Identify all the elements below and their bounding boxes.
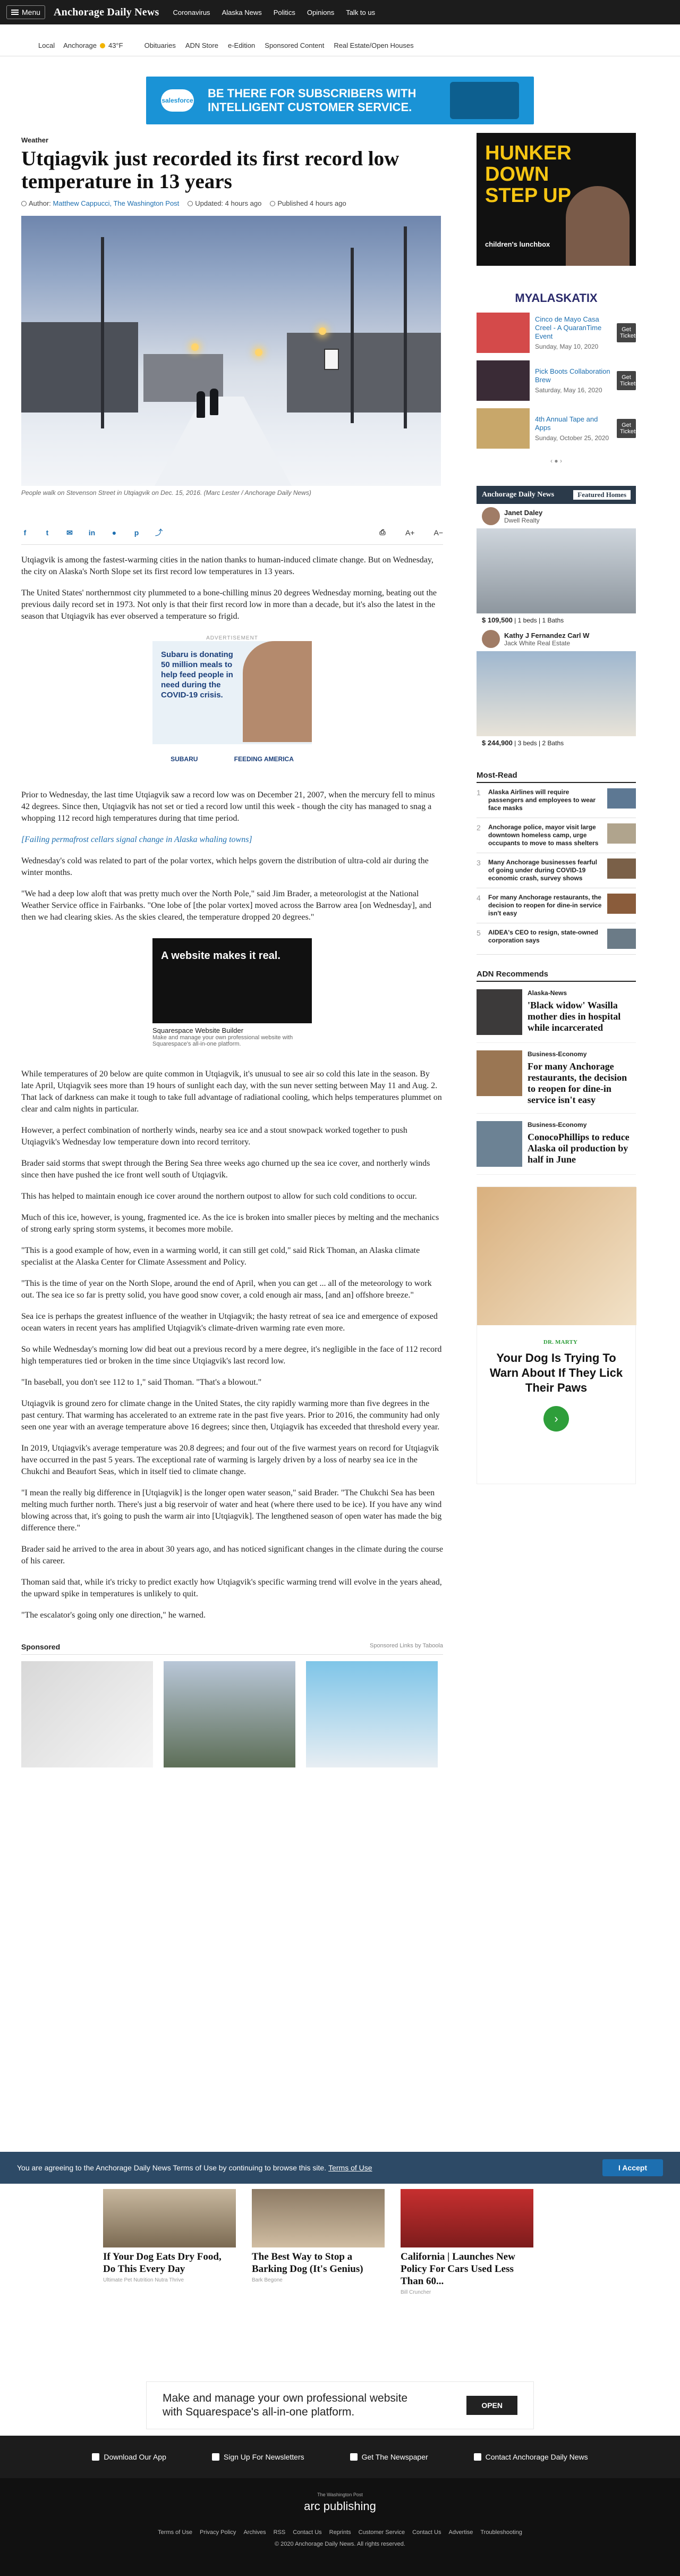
mail-icon — [212, 2453, 219, 2461]
nav-link-alaska-news[interactable]: Alaska News — [222, 8, 262, 16]
event-name: Cinco de Mayo Casa Creel - A QuaranTime Event — [535, 315, 602, 340]
ticket-event[interactable] — [477, 313, 639, 353]
paragraph: Sea ice is perhaps the greatest influence of the weather in Utqiagvik; the hasty retreat of sea ice and emergence of exposed ocean waters in recent years has amplified Utqiagvik's climate-driven warming rate even more. — [21, 1312, 438, 1333]
house-left — [21, 322, 138, 413]
story-section: Business-Economy — [528, 1121, 587, 1129]
myalaskatix-widget — [477, 291, 639, 465]
article-headline: Utqiagvik just recorded its first record low temperature in 13 years — [21, 147, 400, 193]
contact-icon — [474, 2453, 481, 2461]
sponsored-title: California | Launches New Policy For Cars Used Less Than 60... — [401, 2251, 515, 2287]
agent-card[interactable] — [477, 504, 636, 528]
footer-link[interactable]: Terms of Use — [158, 2529, 192, 2536]
email-icon[interactable]: ✉ — [66, 528, 73, 537]
carousel-dots[interactable]: ‹ ● › — [550, 457, 562, 465]
featured-homes-widget — [477, 486, 636, 750]
ad1-photo — [566, 186, 630, 266]
recommended-story[interactable] — [477, 982, 636, 1043]
ad1-line-3: STEP UP — [485, 184, 571, 207]
footer — [0, 2478, 680, 2576]
most-read-item[interactable] — [477, 888, 636, 923]
sponsored-image — [252, 2189, 385, 2247]
ad1-line-2: DOWN — [485, 163, 549, 186]
sponsored-source: Ultimate Pet Nutrition Nutra Thrive — [103, 2277, 184, 2283]
article-body — [21, 554, 443, 1621]
utility-pole — [404, 226, 407, 428]
sponsored-card[interactable] — [21, 1661, 153, 1767]
featured-homes-header — [477, 486, 636, 504]
paragraph: So while Wednesday's morning low did beat out a previous record by a mere degree, it's negligible in the face of 112 record high temperatures tied or broken in the time since Utqiagvik's last record low. — [21, 1345, 442, 1366]
thumbnail — [607, 894, 636, 914]
utility-pole — [351, 248, 354, 423]
feeding-america-logo: FEEDING AMERICA — [234, 755, 294, 763]
sponsored-title: The Best Way to Stop a Barking Dog (It's Genius) — [252, 2251, 363, 2275]
speed-sign — [324, 349, 339, 370]
footer-links — [0, 2529, 680, 2536]
font-decrease-button[interactable]: A− — [434, 528, 443, 537]
footer-link[interactable]: Contact Us — [412, 2529, 441, 2536]
photo-caption: People walk on Stevenson Street in Utqiagvik on Dec. 15, 2016. (Marc Lester / Anchorage Daily News) — [21, 489, 311, 496]
author — [21, 199, 179, 207]
footer-link[interactable]: Archives — [243, 2529, 266, 2536]
beds: 3 beds — [517, 739, 537, 747]
house-photo[interactable] — [477, 651, 636, 736]
sublink-sponsored[interactable]: Sponsored Content — [265, 41, 325, 49]
calendar-icon — [270, 201, 275, 206]
font-increase-button[interactable]: A+ — [405, 528, 415, 537]
facebook-icon[interactable]: f — [23, 528, 27, 537]
story-thumbnail — [477, 1121, 522, 1167]
footer-link[interactable]: Reprints — [329, 2529, 351, 2536]
divider — [21, 544, 443, 545]
contact-label: Contact Anchorage Daily News — [485, 2453, 588, 2461]
consent-text: You are agreeing to the Anchorage Daily News Terms of Use by continuing to browse this site. — [17, 2163, 327, 2172]
sponsored-image — [401, 2189, 533, 2247]
sponsored-source: Bark Begone — [252, 2277, 283, 2283]
subaru-ad-creative — [152, 641, 312, 774]
squarespace-ad-desc: Make and manage your own professional website with Squarespace's all-in-one platform. — [152, 1034, 293, 1047]
footer-link[interactable]: Advertise — [448, 2529, 473, 2536]
most-read-headline: Anchorage police, mayor visit large downtown homeless camp, urge occupants to move to mass shelters — [488, 823, 599, 847]
powered-by: The Washington Post — [317, 2492, 363, 2497]
ad-line-1: BE THERE FOR SUBSCRIBERS WITH — [208, 87, 416, 100]
weather-city: Anchorage — [63, 41, 97, 49]
hunker-down-ad[interactable] — [477, 133, 636, 266]
nav-link-opinions[interactable]: Opinions — [307, 8, 335, 16]
sponsored-section — [21, 1643, 443, 1767]
price-value: $ 109,500 — [482, 616, 513, 624]
event-name: 4th Annual Tape and Apps — [535, 415, 598, 432]
paragraph: "The escalator's going only one direction," he warned. — [21, 1611, 206, 1620]
person-icon — [21, 201, 27, 206]
story-thumbnail — [477, 989, 522, 1035]
street-light — [255, 349, 262, 356]
weather-temp: 43°F — [108, 41, 123, 49]
sublink-adn-store[interactable]: ADN Store — [185, 41, 218, 49]
byline — [21, 199, 443, 207]
recommends-title: ADN Recommends — [477, 970, 636, 982]
subaru-logo: SUBARU — [171, 755, 198, 763]
thumbnail — [607, 788, 636, 809]
reddit-icon[interactable]: ● — [112, 528, 117, 537]
agent-company: Jack White Real Estate — [504, 639, 571, 647]
copyright: © 2020 Anchorage Daily News. All rights reserved. — [275, 2541, 405, 2547]
rank-number: 3 — [477, 858, 481, 867]
salesforce-logo: salesforce — [161, 89, 194, 112]
subaru-ad[interactable] — [152, 635, 312, 768]
ticket-event[interactable] — [477, 408, 639, 449]
get-tickets-button[interactable]: Get Tickets — [617, 323, 636, 342]
download-app-link[interactable] — [92, 2453, 166, 2461]
squarespace-ad[interactable] — [152, 938, 312, 1047]
paragraph: The United States' northernmost city plummeted to a bone-chilling minus 20 degrees Wednesday morning, beating out the previous daily record set in 1973. Not only is that their first record low in more than a decade, but it's also the latest in the season that Utqiagvik has ever observed a temperature so frigid. — [21, 588, 437, 621]
house-right — [287, 333, 441, 413]
house-photo[interactable] — [477, 528, 636, 613]
adn-recommends-widget — [477, 970, 636, 1175]
paragraph: Prior to Wednesday, the last time Utqiagvik saw a record low was on December 21, 2007, when the mercury fell to minus 42 degrees. Since then, Utqiagvik has not set or tied a record low until this week - though the city has managed to snag a whopping 112 record high temperatures during that time period. — [21, 790, 435, 823]
newspaper-icon — [350, 2453, 358, 2461]
event-image — [477, 313, 530, 353]
dog-ad-image — [477, 1187, 636, 1325]
newsletter-link[interactable] — [212, 2453, 304, 2461]
hero-image — [21, 216, 441, 486]
menu-button[interactable] — [6, 5, 45, 19]
sponsored-card[interactable] — [252, 2189, 385, 2295]
secondary-bar — [0, 35, 680, 56]
article-section[interactable]: Weather — [21, 136, 49, 144]
get-tickets-button[interactable]: Get Tickets — [617, 419, 636, 438]
leaderboard-ad[interactable] — [146, 77, 534, 124]
sponsored-bottom-row — [103, 2189, 533, 2295]
paragraph: While temperatures of 20 below are quite common in Utqiagvik, it's unusual to see air so cold this late in the season. By late April, Utqiagvik sees more than 19 hours of sunlight each day, with the sun never setting between May 11 and Aug. 2. That lack of darkness can make it tough to take full advantage of radiational cooling, which helps temperatures plummet on clear and calm nights in particular. — [21, 1070, 442, 1114]
ticket-event[interactable] — [477, 360, 639, 401]
rank-number: 5 — [477, 929, 481, 937]
published-label: Published 4 hours ago — [277, 199, 346, 207]
footer-actions — [0, 2436, 680, 2478]
avatar — [482, 630, 500, 648]
paragraph: Much of this ice, however, is young, fragmented ice. As the ice is broken into smaller pieces by melting and the mechanics of strong early spring storm systems, it becomes more mobile. — [21, 1213, 439, 1234]
author-prefix: Author: — [29, 199, 51, 207]
newsletter-label: Sign Up For Newsletters — [223, 2453, 304, 2461]
pedestrian — [210, 389, 218, 415]
phone-icon — [92, 2453, 99, 2461]
most-read-widget — [477, 771, 636, 955]
utility-pole — [101, 237, 104, 428]
get-tickets-button[interactable]: Get Tickets — [617, 371, 636, 390]
street-light — [319, 327, 326, 335]
baths: 1 Baths — [542, 617, 564, 624]
clock-icon — [188, 201, 193, 206]
recommended-story[interactable] — [477, 1043, 636, 1114]
thumbnail — [607, 858, 636, 879]
agent-name: Kathy J Fernandez Carl W — [504, 631, 590, 639]
squarespace-ad-image: A website makes it real. — [152, 938, 312, 1023]
arrow-right-icon[interactable]: › — [543, 1406, 569, 1432]
street-light — [191, 343, 199, 351]
paragraph: This has helped to maintain enough ice cover around the northern outpost to allow for such cold conditions to occur. — [21, 1192, 417, 1201]
sponsored-title: Sponsored — [21, 1643, 61, 1651]
bottom-squarespace-ad[interactable] — [146, 2381, 534, 2429]
story-section: Business-Economy — [528, 1050, 587, 1058]
recommended-story[interactable] — [477, 1114, 636, 1175]
agent-card[interactable] — [477, 627, 636, 651]
event-date: Sunday, October 25, 2020 — [535, 434, 609, 442]
agent-company: Dwell Realty — [504, 516, 540, 524]
squarespace-ad-title: Squarespace Website Builder — [152, 1026, 244, 1034]
paragraph: Brader said he arrived to the area in about 30 years ago, and has noticed significant changes in the climate during the course of his career. — [21, 1545, 443, 1565]
share-icon[interactable]: ⤴ — [155, 528, 163, 537]
subaru-ad-headline: Subaru is donating 50 million meals to help feed people in need during the COVID-19 crisis. — [161, 650, 233, 700]
paragraph: "This is the time of year on the North Slope, around the end of April, when you can get ... all of the meteorology to work out. The sea ice so far is pretty solid, you have good snow cover, a cold enough air mass, [and an] offshore breeze." — [21, 1279, 432, 1300]
ad-label: ADVERTISEMENT — [206, 635, 258, 641]
beds: 1 beds — [517, 617, 537, 624]
print-icon[interactable]: ⎙ — [379, 527, 386, 536]
sponsored-card[interactable] — [306, 1661, 438, 1767]
published-time — [270, 199, 346, 207]
local-link[interactable]: Local — [38, 41, 55, 49]
paragraph: Utqiagvik is among the fastest-warming cities in the nation thanks to human-induced climate change. But on Wednesday, the city on Alaska's North Slope set its first record low temperatures in 13 years. — [21, 555, 434, 576]
dog-paws-ad[interactable] — [477, 1186, 636, 1484]
story-title: 'Black widow' Wasilla mother dies in hospital while incarcerated — [528, 1000, 621, 1033]
sun-icon — [100, 43, 105, 48]
menu-label: Menu — [22, 8, 41, 16]
event-date: Sunday, May 10, 2020 — [535, 343, 599, 350]
thumbnail — [607, 823, 636, 844]
sponsored-image — [164, 1661, 295, 1767]
site-logo[interactable]: Anchorage Daily News — [54, 6, 159, 18]
pinterest-icon[interactable]: p — [134, 528, 139, 537]
download-app-label: Download Our App — [104, 2453, 166, 2461]
sublink-e-edition[interactable]: e-Edition — [227, 41, 256, 49]
most-read-title: Most-Read — [477, 771, 636, 783]
twitter-icon[interactable]: t — [46, 528, 49, 537]
terms-consent-bar — [0, 2152, 680, 2184]
footer-link[interactable]: Troubleshooting — [480, 2529, 522, 2536]
sponsored-card[interactable] — [164, 1661, 295, 1767]
open-button[interactable]: OPEN — [466, 2396, 517, 2415]
nav-link-talk-to-us[interactable]: Talk to us — [346, 8, 376, 16]
related-link[interactable]: [Failing permafrost cellars signal change in Alaska whaling towns] — [21, 835, 252, 844]
sponsored-image — [21, 1661, 153, 1767]
newspaper-label: Get The Newspaper — [361, 2453, 428, 2461]
thumbnail — [607, 929, 636, 949]
terms-of-use-link[interactable]: Terms of Use — [328, 2163, 372, 2172]
dog-ad-brand: DR. MARTY — [543, 1339, 578, 1345]
homes-brand: Anchorage Daily News — [482, 491, 555, 499]
listing-price: $ 109,500 | 1 beds | 1 Baths — [477, 613, 636, 627]
paragraph: However, a perfect combination of northerly winds, nearby sea ice and a stout snowpack worked together to push Utqiagvik's Wednesday low temperature down into record territory. — [21, 1126, 407, 1147]
weather-widget[interactable] — [63, 41, 123, 49]
most-read-headline: Alaska Airlines will require passengers and employees to wear face masks — [488, 788, 596, 812]
featured-homes-tag: Featured Homes — [573, 490, 631, 500]
sublink-real-estate[interactable]: Real Estate/Open Houses — [334, 41, 414, 49]
agent-name: Janet Daley — [504, 508, 543, 517]
footer-link[interactable]: Privacy Policy — [199, 2529, 236, 2536]
event-name: Pick Boots Collaboration Brew — [535, 367, 610, 384]
author-link[interactable]: Matthew Cappucci, The Washington Post — [53, 199, 180, 207]
paragraph: "In baseball, you don't see 112 to 1," said Thoman. "That's a blowout." — [21, 1378, 262, 1387]
rank-number: 1 — [477, 788, 481, 797]
contact-link[interactable] — [474, 2453, 588, 2461]
story-title: ConocoPhillips to reduce Alaska oil production by half in June — [528, 1132, 630, 1165]
right-rail — [477, 133, 639, 1484]
sponsored-image — [103, 2189, 236, 2247]
event-date: Saturday, May 16, 2020 — [535, 386, 602, 394]
ad-phone-image — [450, 82, 519, 119]
footer-link[interactable]: RSS — [273, 2529, 286, 2536]
paragraph: In 2019, Utqiagvik's average temperature was 20.8 degrees; and four out of the five warmest years on record for Utqiagvik have occurred in the past 5 years. The exceptional rate of warming is largely driven by a loss of nearby sea ice in the Chukchi and Beaufort Seas, which in itself tied to climate change. — [21, 1444, 439, 1476]
dog-ad-headline: Your Dog Is Trying To Warn About If They Lick Their Paws — [489, 1351, 623, 1394]
updated-label: Updated: 4 hours ago — [195, 199, 262, 207]
story-section: Alaska-News — [528, 989, 567, 997]
story-thumbnail — [477, 1050, 522, 1096]
arc-publishing-logo[interactable]: arc publishing — [304, 2499, 376, 2513]
ad-line-2: INTELLIGENT CUSTOMER SERVICE. — [208, 100, 412, 114]
updated-time — [188, 199, 261, 207]
paragraph: Utqiagvik is ground zero for climate change in the United States, the city rapidly warming more than five degrees in the past century. That warming has accelerated to an extreme rate in the past five years. Prior to 2016, the community had only seen one year with an average temperature above 16 degrees; since then, Utqiagvik has exceeded that threshold every year. — [21, 1399, 440, 1432]
ad-photo — [243, 641, 312, 742]
snowy-road — [154, 397, 292, 486]
baths: 2 Baths — [542, 739, 564, 747]
sponsored-source: Bill Cruncher — [401, 2289, 431, 2295]
paragraph: "I mean the really big difference in [Utqiagvik] is the longer open water season," said Brader. "The Chukchi Sea has been melting much further north. There's just a big reservoir of water and heat (where there used to be ice). If you have any wind blowing across that, it's going to push the warm air into [Utqiagvik]. The lengthened season of open water has made the big difference there." — [21, 1488, 442, 1533]
pedestrian — [197, 391, 205, 418]
event-image — [477, 408, 530, 449]
most-read-item[interactable] — [477, 783, 636, 818]
price-value: $ 244,900 — [482, 739, 513, 747]
paragraph: Thoman said that, while it's tricky to predict exactly how Utqiagvik's specific warming trend will evolve in the years ahead, the upward spike in temperatures is unlikely to quit. — [21, 1578, 442, 1598]
sponsored-title: If Your Dog Eats Dry Food, Do This Every Day — [103, 2251, 222, 2275]
linkedin-icon[interactable]: in — [88, 528, 96, 537]
footer-link[interactable]: Contact Us — [293, 2529, 322, 2536]
paragraph: "This is a good example of how, even in a warming world, it can still get cold," said Rick Thoman, an Alaska climate specialist at the Alaska Center for Climate Assessment and Policy. — [21, 1246, 420, 1267]
most-read-headline: Many Anchorage businesses fearful of going under during COVID-19 economic crash, survey shows — [488, 858, 597, 882]
most-read-item[interactable] — [477, 818, 636, 853]
paragraph: "We had a deep low aloft that was pretty much over the North Pole," said Jim Brader, a meteorologist at the National Weather Service office in Fairbanks. "One lobe of [the polar vortex] moved across the Barrow area [on Wednesday], and then we had clearing skies. As the skies cleared, the temperature dropped 20 degrees." — [21, 889, 431, 922]
rank-number: 4 — [477, 894, 481, 902]
myalaskatix-logo[interactable]: MYALASKATIX — [515, 291, 598, 305]
taboola-label[interactable]: Sponsored Links by Taboola — [369, 1643, 443, 1649]
article-column — [21, 133, 443, 1767]
nav-link-coronavirus[interactable]: Coronavirus — [173, 8, 210, 16]
paragraph: Brader said storms that swept through the Bering Sea three weeks ago churned up the sea ice cover, and northerly winds since then have pushed the ice front well south of Utqiagvik. — [21, 1159, 430, 1180]
rank-number: 2 — [477, 823, 481, 832]
paragraph: Wednesday's cold was related to part of the polar vortex, which helps govern the distribution of ultra-cold air during the winter months. — [21, 856, 429, 877]
sublink-obituaries[interactable]: Obituaries — [144, 41, 176, 49]
story-title: For many Anchorage restaurants, the decision to reopen for dine-in service isn't easy — [528, 1061, 627, 1105]
sponsored-header — [21, 1643, 443, 1655]
top-navigation — [0, 0, 680, 24]
ad-text — [208, 87, 416, 114]
most-read-headline: AIDEA's CEO to resign, state-owned corporation says — [488, 929, 598, 944]
most-read-item[interactable] — [477, 853, 636, 888]
most-read-item[interactable] — [477, 923, 636, 955]
avatar — [482, 507, 500, 525]
accept-button[interactable]: I Accept — [602, 2159, 663, 2176]
footer-link[interactable]: Customer Service — [358, 2529, 405, 2536]
hamburger-icon — [11, 10, 19, 15]
sponsored-card[interactable] — [401, 2189, 533, 2295]
event-image — [477, 360, 530, 401]
bottom-ad-text: Make and manage your own professional website with Squarespace's all-in-one platform. — [163, 2392, 408, 2418]
ad-logos — [152, 744, 312, 774]
sponsored-image — [306, 1661, 438, 1767]
newspaper-link[interactable] — [350, 2453, 428, 2461]
most-read-headline: For many Anchorage restaurants, the decision to reopen for dine-in service isn't easy — [488, 894, 602, 917]
ad1-org: children's lunchbox — [485, 240, 550, 248]
share-bar — [21, 528, 443, 537]
sponsored-card[interactable] — [103, 2189, 236, 2295]
nav-link-politics[interactable]: Politics — [273, 8, 295, 16]
listing-price: $ 244,900 | 3 beds | 2 Baths — [477, 736, 636, 750]
ad1-line-1: HUNKER — [485, 142, 572, 164]
